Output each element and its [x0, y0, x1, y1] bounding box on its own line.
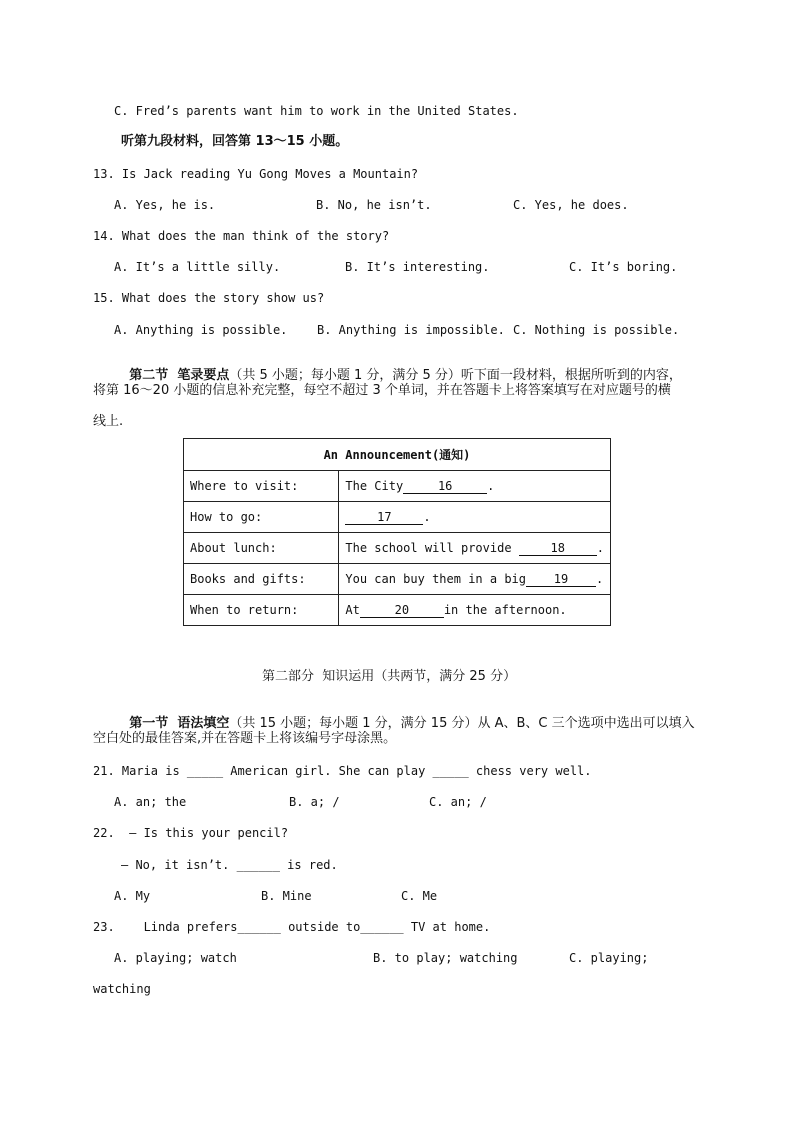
table-row	[184, 533, 611, 564]
q23-option-a: A. playing; watch	[114, 951, 237, 965]
grammar-instr-1: （共 15 小题；每小题 1 分，满分 15 分）从 A、B、C 三个选项中选出可以填入	[229, 716, 695, 731]
row-suffix: .	[596, 540, 604, 555]
q14-option-c: C. It’s boring.	[569, 260, 678, 274]
row-suffix: .	[423, 509, 431, 524]
q13-option-b: B. No, he isn’t.	[316, 198, 432, 212]
row-prefix: You can buy them in a big	[345, 571, 526, 586]
grammar-section-title: 第一节 语法填空	[129, 716, 230, 731]
q14-stem: 14. What does the man think of the story?	[93, 229, 390, 243]
q23-option-c: C. playing;	[569, 951, 649, 965]
q21-option-a: A. an; the	[114, 795, 187, 809]
row-prefix: The school will provide	[345, 540, 519, 555]
row-content	[339, 533, 611, 564]
q15-stem: 15. What does the story show us?	[93, 291, 325, 305]
row-content	[339, 564, 611, 595]
announcement-title: An Announcement(通知)	[184, 439, 611, 471]
row-prefix: At	[345, 602, 360, 617]
row-suffix: .	[596, 571, 604, 586]
q13-option-a: A. Yes, he is.	[114, 198, 216, 212]
q13-option-c: C. Yes, he does.	[513, 198, 629, 212]
q15-option-a: A. Anything is possible.	[114, 323, 288, 337]
answer-blank-16[interactable]: 16	[403, 479, 487, 494]
q23-option-b: B. to play; watching	[373, 951, 518, 965]
q23-stem: 23. Linda prefers______ outside to______ TV at home.	[93, 920, 491, 934]
q22-option-b: B. Mine	[261, 889, 312, 903]
q22-stem: 22. – Is this your pencil?	[93, 826, 289, 840]
q22-option-a: A. My	[114, 889, 151, 903]
row-label: When to return:	[184, 595, 339, 626]
q22-reply: – No, it isn’t. ______ is red.	[121, 858, 338, 872]
part2-section1-line1	[121, 700, 695, 732]
section2-title: 第二节 笔录要点	[129, 368, 230, 383]
row-label: Books and gifts:	[184, 564, 339, 595]
row-suffix: .	[487, 478, 495, 493]
q22-option-c: C. Me	[401, 889, 438, 903]
table-row	[184, 502, 611, 533]
table-row	[184, 595, 611, 626]
row-content	[339, 502, 611, 533]
part2-heading: 第二部分 知识运用（共两节，满分 25 分）	[262, 669, 517, 684]
answer-blank-19[interactable]: 19	[526, 572, 596, 587]
announcement-table	[183, 438, 611, 626]
q12-option-c: C. Fred’s parents want him to work in the United States.	[114, 104, 519, 118]
row-content	[339, 471, 611, 502]
q21-option-c: C. an; /	[429, 795, 487, 809]
q21-stem: 21. Maria is _____ American girl. She can play _____ chess very well.	[93, 764, 592, 778]
section2-instructions-line1	[121, 352, 682, 384]
q15-option-b: B. Anything is impossible.	[317, 323, 505, 337]
row-content	[339, 595, 611, 626]
q14-option-a: A. It’s a little silly.	[114, 260, 281, 274]
q15-option-c: C. Nothing is possible.	[513, 323, 680, 337]
q23-option-c-continued: watching	[93, 982, 151, 996]
row-prefix: The City	[345, 478, 404, 493]
section2-instructions-line2: 将第 16～20 小题的信息补充完整，每空不超过 3 个单词，并在答题卡上将答案填写在对应题号的横	[93, 383, 671, 398]
row-suffix: in the afternoon.	[443, 602, 567, 617]
row-label: About lunch:	[184, 533, 339, 564]
row-label: How to go:	[184, 502, 339, 533]
answer-blank-18[interactable]: 18	[519, 541, 597, 556]
row-label: Where to visit:	[184, 471, 339, 502]
q21-option-b: B. a; /	[289, 795, 340, 809]
answer-blank-20[interactable]: 20	[360, 603, 444, 618]
q14-option-b: B. It’s interesting.	[345, 260, 490, 274]
answer-blank-17[interactable]: 17	[345, 510, 423, 525]
section2-instr-1: （共 5 小题；每小题 1 分，满分 5 分）听下面一段材料，根据所听到的内容，	[229, 368, 682, 383]
section2-instructions-line3: 线上.	[93, 414, 124, 429]
table-row	[184, 564, 611, 595]
table-row	[184, 471, 611, 502]
q13-stem: 13. Is Jack reading Yu Gong Moves a Mountain?	[93, 167, 419, 181]
part2-section1-line2: 空白处的最佳答案,并在答题卡上将该编号字母涂黑。	[93, 731, 397, 746]
section9-heading: 听第九段材料，回答第 13～15 小题。	[121, 134, 349, 149]
